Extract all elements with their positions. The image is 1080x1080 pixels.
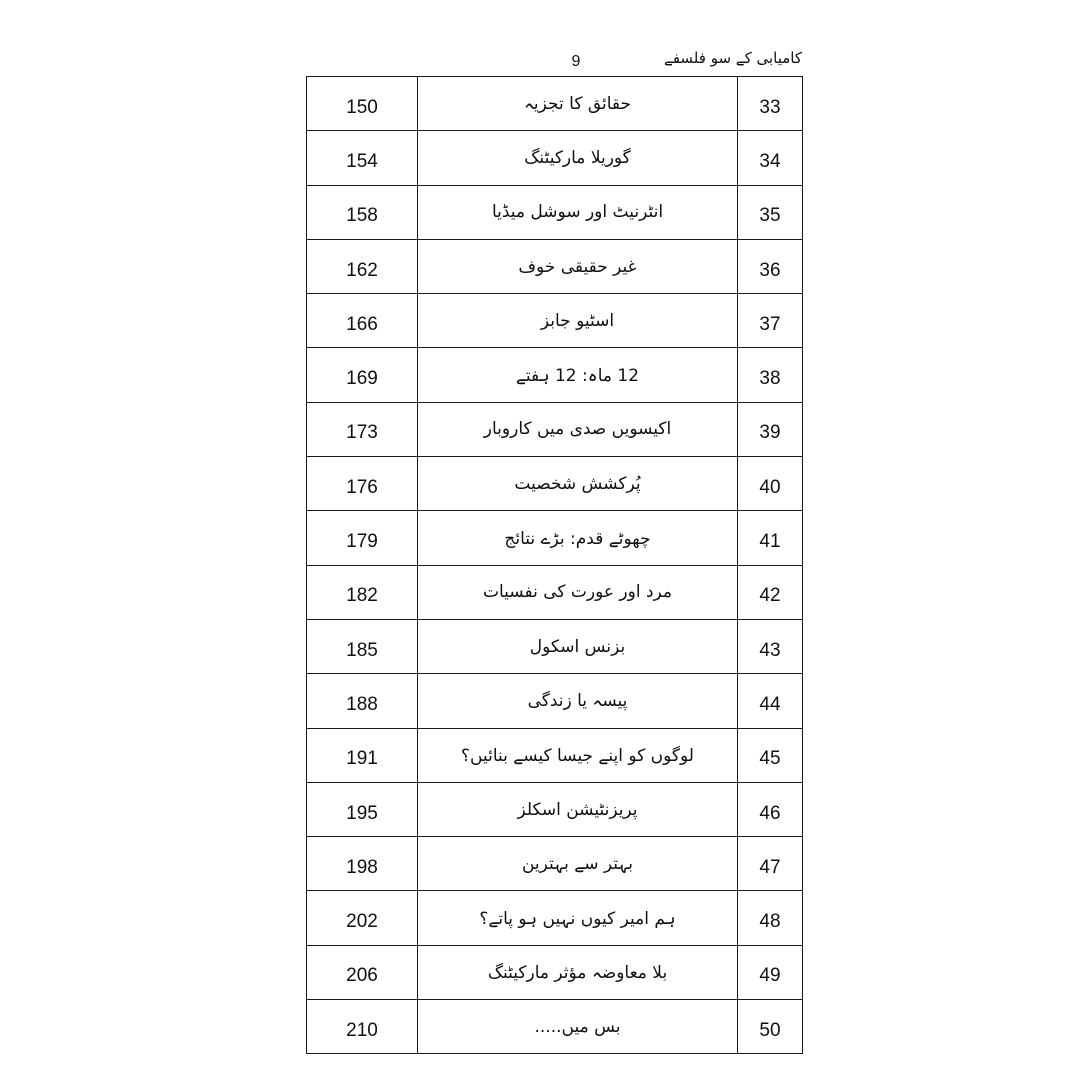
toc-page-number: 176 — [307, 457, 418, 511]
toc-chapter-title: اسٹیو جابز — [418, 294, 738, 348]
table-row — [307, 782, 803, 836]
toc-page-number: 185 — [307, 619, 418, 673]
table-row — [307, 511, 803, 565]
toc-chapter-title: حقائق کا تجزیہ — [418, 77, 738, 131]
toc-chapter-number: 41 — [738, 511, 803, 565]
toc-page-number: 182 — [307, 565, 418, 619]
toc-chapter-title: پُرکشش شخصیت — [418, 457, 738, 511]
toc-chapter-number: 38 — [738, 348, 803, 402]
toc-page-number: 154 — [307, 131, 418, 185]
toc-chapter-number: 48 — [738, 891, 803, 945]
toc-page-number: 202 — [307, 891, 418, 945]
table-row — [307, 674, 803, 728]
page-number: 9 — [571, 53, 581, 70]
toc-page-number: 210 — [307, 1000, 418, 1054]
book-title: کامیابی کے سو فلسفے — [664, 49, 802, 67]
table-row — [307, 77, 803, 131]
toc-page-number: 179 — [307, 511, 418, 565]
toc-page-number: 169 — [307, 348, 418, 402]
table-of-contents — [306, 76, 803, 1054]
toc-chapter-title: گوریلا مارکیٹنگ — [418, 131, 738, 185]
toc-chapter-number: 49 — [738, 945, 803, 999]
toc-chapter-title: مرد اور عورت کی نفسیات — [418, 565, 738, 619]
toc-page-number: 166 — [307, 294, 418, 348]
table-row — [307, 348, 803, 402]
table-row — [307, 565, 803, 619]
toc-chapter-title: بلا معاوضہ مؤثر مارکیٹنگ — [418, 945, 738, 999]
toc-page-number: 191 — [307, 728, 418, 782]
toc-chapter-title: چھوٹے قدم: بڑے نتائج — [418, 511, 738, 565]
toc-chapter-title: بہتر سے بہترین — [418, 837, 738, 891]
table-row — [307, 891, 803, 945]
toc-chapter-title: ہم امیر کیوں نہیں ہو پاتے؟ — [418, 891, 738, 945]
toc-chapter-title: بس میں..... — [418, 1000, 738, 1054]
toc-chapter-number: 44 — [738, 674, 803, 728]
toc-page-number: 173 — [307, 402, 418, 456]
toc-chapter-number: 45 — [738, 728, 803, 782]
table-row — [307, 185, 803, 239]
toc-page-number: 195 — [307, 782, 418, 836]
toc-chapter-title: پیسہ یا زندگی — [418, 674, 738, 728]
table-row — [307, 837, 803, 891]
table-row — [307, 239, 803, 293]
toc-chapter-number: 46 — [738, 782, 803, 836]
toc-chapter-number: 39 — [738, 402, 803, 456]
table-row — [307, 945, 803, 999]
toc-chapter-number: 50 — [738, 1000, 803, 1054]
table-row — [307, 294, 803, 348]
table-row — [307, 728, 803, 782]
toc-page-number: 162 — [307, 239, 418, 293]
toc-chapter-number: 36 — [738, 239, 803, 293]
table-row — [307, 1000, 803, 1054]
table-row — [307, 619, 803, 673]
toc-chapter-title: لوگوں کو اپنے جیسا کیسے بنائیں؟ — [418, 728, 738, 782]
toc-page-number: 158 — [307, 185, 418, 239]
table-row — [307, 131, 803, 185]
table-row — [307, 457, 803, 511]
toc-chapter-title: انٹرنیٹ اور سوشل میڈیا — [418, 185, 738, 239]
toc-chapter-number: 47 — [738, 837, 803, 891]
toc-chapter-number: 40 — [738, 457, 803, 511]
toc-chapter-number: 37 — [738, 294, 803, 348]
toc-chapter-number: 33 — [738, 77, 803, 131]
toc-chapter-title: اکیسویں صدی میں کاروبار — [418, 402, 738, 456]
toc-chapter-number: 42 — [738, 565, 803, 619]
toc-chapter-title: بزنس اسکول — [418, 619, 738, 673]
toc-chapter-title: غیر حقیقی خوف — [418, 239, 738, 293]
toc-chapter-number: 35 — [738, 185, 803, 239]
toc-chapter-number: 34 — [738, 131, 803, 185]
table-row — [307, 402, 803, 456]
toc-page-number: 188 — [307, 674, 418, 728]
toc-chapter-title: پریزنٹیشن اسکلز — [418, 782, 738, 836]
toc-page-number: 150 — [307, 77, 418, 131]
toc-page-number: 206 — [307, 945, 418, 999]
toc-chapter-number: 43 — [738, 619, 803, 673]
toc-page-number: 198 — [307, 837, 418, 891]
toc-chapter-title: 12 ماہ: 12 ہفتے — [418, 348, 738, 402]
